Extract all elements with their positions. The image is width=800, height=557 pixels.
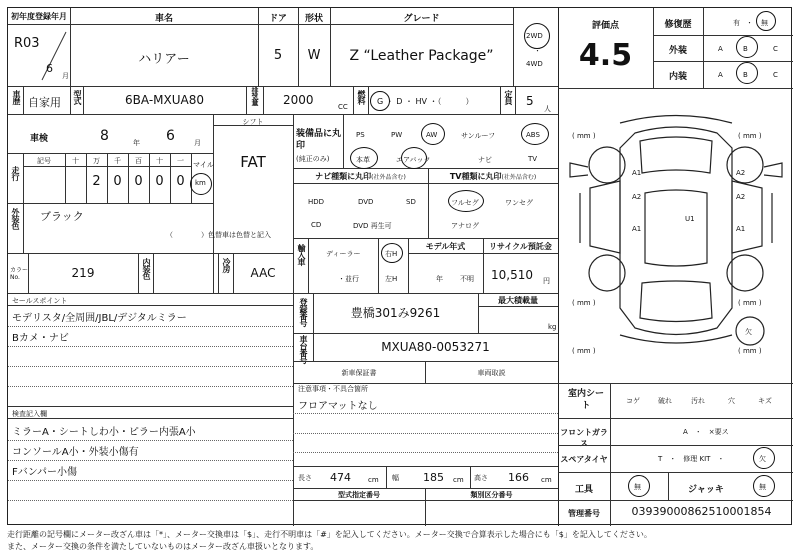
shift-value: FAT	[240, 153, 266, 171]
tv-oneseg: ワンセグ	[505, 199, 533, 207]
capacity-unit: 人	[544, 105, 551, 113]
tv-label-text: TV種類に丸印	[449, 172, 502, 181]
room-item-3: 汚れ	[691, 397, 705, 405]
equip-sunroof: サンルーフ	[461, 132, 496, 140]
equip-navi: ナビ	[478, 156, 492, 164]
exterior-label: 外装	[668, 46, 687, 56]
color-code-label: カラーNo.	[10, 267, 29, 281]
navi-cd: CD	[311, 221, 322, 229]
sales-point-1: モデリスタ/全周囲/JBL/デジタルミラー	[12, 313, 187, 324]
mileage-d4: 0	[155, 174, 164, 189]
tv-label-sub: (社外品含む)	[501, 174, 537, 181]
repair-sep: ・	[746, 19, 753, 27]
mgmt-value: 03939000862510001854	[631, 505, 772, 518]
drive-sep: ・	[534, 47, 541, 55]
model-label: 型式	[73, 90, 82, 104]
inspection-month: 6	[166, 128, 175, 144]
first-reg-month: 6	[46, 62, 53, 75]
mm-label-6: ( mm )	[738, 299, 762, 307]
first-reg-label: 初年度登録年月	[11, 12, 67, 21]
length-unit: cm	[368, 476, 379, 484]
grade: Z “Leather Package”	[349, 48, 494, 64]
room-seat-label: 室内シート	[567, 389, 604, 411]
mileage-h4: 百	[135, 157, 142, 165]
mm-label-4: ( mm )	[738, 347, 762, 355]
repair-label: 修復歴	[664, 20, 692, 30]
mileage-d2: 0	[113, 174, 122, 189]
km-label: km	[195, 179, 206, 187]
sales-point-2: Bカメ・ナビ	[12, 333, 69, 344]
equipment-sublabel: (純正のみ)	[296, 155, 330, 163]
exterior-b: B	[743, 45, 748, 53]
month-unit: 月	[62, 72, 69, 80]
inspector-line-2: コンソールA小・外装小傷有	[12, 447, 139, 458]
max-load-label: 最大積載量	[498, 296, 538, 305]
model-year-label: モデル年式	[425, 242, 466, 251]
equip-abs: ABS	[526, 131, 540, 139]
model-value: 6BA-MXUA80	[125, 93, 204, 107]
use-label: 車歴	[12, 90, 21, 104]
interior-c: C	[773, 71, 778, 79]
equip-tv: TV	[528, 155, 538, 163]
jack-none: 無	[759, 483, 766, 491]
inspection-month-unit: 月	[194, 139, 201, 147]
door-label: ドア	[269, 14, 287, 24]
height-value: 166	[508, 471, 529, 484]
inspection-label: 車検	[30, 134, 49, 144]
footer-line-2: また、メーター交換の条件を満たしていないものはメーター改ざん車扱いとなります。	[7, 542, 319, 551]
missing-mark: 欠	[745, 328, 752, 336]
mm-label-1: ( mm )	[572, 132, 596, 140]
color-label: 外装色	[11, 208, 20, 229]
navi-label-text: ナビ種類に丸印	[315, 172, 372, 181]
fuel-label: 燃料	[357, 90, 366, 104]
exterior-c: C	[773, 45, 778, 53]
windshield-label: フロントガラス	[560, 428, 608, 448]
tv-label	[428, 171, 558, 182]
color-value: ブラック	[40, 210, 84, 223]
displacement-label: 排気量	[251, 87, 259, 105]
room-item-2: 破れ	[658, 397, 672, 405]
score-label: 評価点	[591, 21, 619, 31]
mark-a1-front-left: A1	[632, 169, 642, 177]
registration-label: 登録番号	[299, 298, 308, 326]
ac-label: 冷房	[222, 258, 231, 272]
drive-4wd: 4WD	[526, 60, 543, 68]
spare-label: スペアタイヤ	[560, 455, 608, 464]
tools-none: 無	[634, 483, 641, 491]
type-no-label: 型式指定番号	[338, 491, 380, 499]
mile-label: マイル	[193, 161, 214, 169]
color-note: （ ）色替車は色替と記入	[166, 231, 271, 239]
mileage-h5: 十	[156, 157, 163, 165]
notes-label: 注意事項・不具合箇所	[298, 385, 368, 393]
car-diagram	[560, 103, 792, 383]
spare-options: T ・ 修理 KIT ・	[658, 455, 725, 463]
navi-sd: SD	[406, 198, 416, 206]
mileage-h2: 万	[93, 157, 100, 165]
length-label: 長さ	[298, 474, 312, 482]
windshield-options: A ・ ×要ス	[683, 428, 729, 436]
color-code: 219	[71, 266, 95, 280]
displacement-value: 2000	[283, 93, 314, 107]
mark-a2-left: A2	[632, 193, 642, 201]
tv-analog: アナログ	[451, 222, 479, 230]
car-name-label: 車名	[154, 14, 173, 24]
shape-label: 形状	[304, 14, 323, 24]
equip-pw: PW	[391, 131, 403, 139]
tv-fullseg: フルセグ	[451, 199, 479, 207]
mileage-label: 走行	[11, 166, 20, 180]
shift-label: シフト	[242, 118, 264, 126]
mark-a1-left: A1	[632, 225, 642, 233]
width-unit: cm	[453, 476, 464, 484]
repair-no: 無	[761, 19, 768, 27]
equip-leather: 本革	[356, 156, 370, 164]
mark-u1-roof: U1	[685, 215, 695, 223]
cc-unit: CC	[338, 103, 348, 111]
import-parallel: ・並行	[338, 275, 359, 283]
drive-2wd: 2WD	[526, 32, 543, 40]
import-left-h: 左H	[385, 275, 398, 283]
car-name: ハリアー	[138, 52, 190, 67]
class-no-label: 類別区分番号	[470, 491, 513, 499]
mileage-d5: 0	[176, 174, 185, 189]
mm-label-5: ( mm )	[572, 299, 596, 307]
inspection-year: 8	[100, 128, 109, 144]
width-label: 幅	[392, 474, 399, 482]
room-item-4: 穴	[728, 397, 735, 405]
repair-yes: 有	[733, 19, 740, 27]
import-right-h: 右H	[385, 250, 398, 258]
manual-label: 車両取説	[477, 369, 506, 377]
max-load-unit: kg	[548, 323, 557, 331]
recycle-label: リサイクル預託金	[489, 242, 552, 251]
use-value: 自家用	[28, 96, 61, 109]
width-value: 185	[423, 471, 444, 484]
notes-value: フロアマットなし	[298, 401, 378, 412]
doors: 5	[273, 48, 283, 63]
inspection-year-unit: 年	[133, 139, 140, 147]
first-reg-year: R03	[14, 36, 40, 51]
chassis-label: 車台番号	[299, 335, 308, 363]
recycle-value: 10,510	[491, 268, 533, 282]
equipment-label: 装備品に丸印	[296, 129, 342, 151]
import-label: 輸入車	[297, 244, 306, 265]
mm-label-3: ( mm )	[572, 347, 596, 355]
sales-points-label: セールスポイント	[12, 297, 68, 305]
score-value: 4.5	[578, 38, 633, 73]
room-item-1: コゲ	[626, 397, 640, 405]
height-unit: cm	[541, 476, 552, 484]
mileage-h3: 千	[114, 157, 121, 165]
inspector-label: 検査記入欄	[12, 410, 47, 418]
recycle-unit: 円	[543, 277, 550, 285]
inspector-line-3: Fバンパー小傷	[12, 467, 78, 478]
navi-label-sub: (社外品含む)	[371, 174, 406, 181]
room-item-5: キズ	[758, 397, 772, 405]
shape: W	[307, 48, 321, 63]
height-label: 高さ	[474, 474, 488, 482]
ac-value: AAC	[250, 266, 276, 280]
grade-label: グレード	[403, 14, 440, 24]
mileage-h6: 一	[177, 157, 184, 165]
model-year-unit: 年	[436, 275, 443, 283]
navi-hdd: HDD	[308, 198, 325, 206]
mm-label-2: ( mm )	[738, 132, 762, 140]
equip-ps: PS	[356, 131, 365, 139]
model-year-value: 不明	[460, 275, 474, 283]
auction-sheet	[7, 7, 792, 525]
footer-line-1: 走行距離の記号欄にメーター改ざん車は「*」、メーター交換車は「$」、走行不明車は「#」を記入してください。メーター交換で合算表示した場合にも「$」を記入してください。	[7, 530, 652, 539]
interior-a: A	[718, 71, 723, 79]
navi-dvd-play: DVD 再生可	[353, 222, 392, 230]
capacity-label: 定員	[504, 90, 513, 104]
navi-label	[293, 171, 428, 182]
equip-airbag: エアバック	[396, 156, 431, 164]
exterior-a: A	[718, 45, 723, 53]
mgmt-label: 管理番号	[568, 509, 600, 518]
mileage-d3: 0	[134, 174, 143, 189]
chassis-value: MXUA80-0053271	[381, 340, 490, 354]
equip-aw: AW	[426, 131, 438, 139]
mileage-h1: 十	[72, 157, 79, 165]
spare-missing: 欠	[759, 455, 766, 463]
navi-dvd: DVD	[358, 198, 374, 206]
import-dealer: ディーラー	[326, 250, 361, 258]
mark-a2-front-right: A2	[736, 169, 746, 177]
length-value: 474	[330, 471, 351, 484]
interior-label: 内装	[668, 72, 687, 82]
inspector-line-1: ミラーA・シートしわ小・ピラー内張A小	[12, 427, 196, 438]
capacity-value: 5	[526, 94, 534, 108]
mark-a1-right: A1	[736, 225, 746, 233]
mileage-d1: 2	[92, 174, 101, 189]
registration-value: 豊橋301み9261	[350, 306, 441, 320]
interior-b: B	[743, 71, 748, 79]
interior-color-label: 内装色	[142, 258, 151, 279]
tools-label: 工具	[574, 485, 593, 495]
jack-label: ジャッキ	[688, 485, 724, 495]
fuel-options: G ・ D ・ HV ・（ ）	[377, 97, 474, 106]
mark-a2-right: A2	[736, 193, 746, 201]
warranty-label: 新車保証書	[341, 369, 377, 377]
mileage-h0: 記号	[37, 157, 51, 165]
